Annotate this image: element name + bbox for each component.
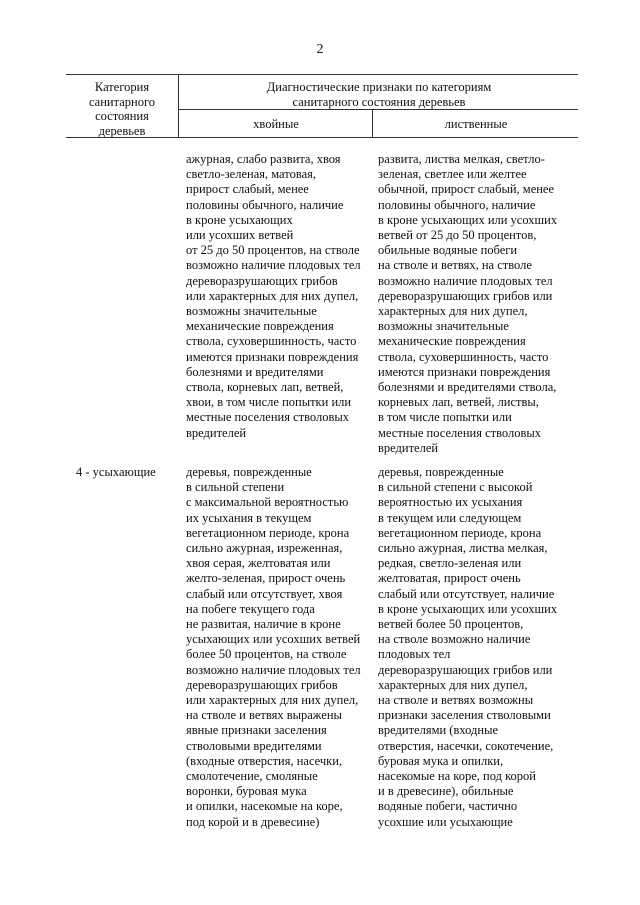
header-coniferous: хвойные (253, 117, 299, 131)
header-diagnostic: Диагностические признаки по категориям санитарного состояния деревьев (266, 80, 492, 109)
table-top-rule (66, 74, 578, 75)
table-header-mid-rule (178, 109, 578, 110)
row-coniferous-text: ажурная, слабо развита, хвоя светло-зеленая, матовая, прирост слабый, менее половины обычного, наличие в кроне усыхающих или усохших ветвей от 25 до 50 процентов, на стволе возможно наличие плодовых тел дереворазрушающих грибов или характерных для них дупел, возможны значительные механические повреждения ствола, суховершинность, часто имеются признаки повреждения болезнями и вредителями ствола, корневых лап, ветвей, хвои, в том числе попытки или местные поселения стволовых вредителей (186, 152, 361, 440)
row-category: 4 - усыхающие (76, 465, 156, 479)
row-deciduous-text: развита, листва мелкая, светло- зеленая, светлее или желтее обычной, прирост слабый, менее половины обычного, наличие в кроне усыхающих или усохших ветвей от 25 до 50 процентов, обильные водяные побеги на стволе и ветвях, на стволе возможно наличие плодовых тел дереворазрушающих грибов или характерных для них дупел, возможны значительные механические повреждения ствола, суховершинность, часто имеются признаки повреждения болезнями и вредителями ствола, корневых лап, ветвей, листвы, в том числе попытки или местные поселения стволовых вредителей (378, 152, 558, 455)
row-deciduous-text: деревья, поврежденные в сильной степени с высокой вероятностью их усыхания в текущем или следующем вегетационном периоде, крона сильно ажурная, листва мелкая, редкая, светло-зеленая или желтоватая, прирост очень слабый или отсутствует, наличие в кроне усыхающих или усохших ветвей более 50 процентов, на стволе возможно наличие плодовых тел дереворазрушающих грибов или характерных для них дупел, на стволе и ветвях возможны признаки заселения стволовыми вредителями (входные отверстия, насечки, сокотечение, буровая мука и опилки, насекомые на коре, под корой и в древесине), обильные водяные побеги, частично усохшие или усыхающие (378, 465, 558, 829)
row-coniferous-text: деревья, поврежденные в сильной степени с максимальной вероятностью их усыхания в текущем вегетационном периоде, крона сильно ажурная, изреженная, хвоя серая, желтоватая или желто-зеленая, прирост очень слабый или отсутствует, хвоя на побеге текущего года не развитая, наличие в кроне усыхающих или усохших ветвей более 50 процентов, на стволе возможно наличие плодовых тел дереворазрушающих грибов или характерных для них дупел, на стволе и ветвях выражены явные признаки заселения стволовыми вредителями (входные отверстия, насечки, смолотечение, смоляные воронки, буровая мука и опилки, насекомые на коре, под корой и в древесине) (186, 465, 361, 829)
table-subcolumn-divider (372, 109, 373, 138)
header-category: Категория санитарного состояния деревьев (88, 80, 156, 138)
table-column-divider (178, 74, 179, 138)
header-deciduous: лиственные (444, 117, 508, 131)
page-number: 2 (316, 42, 324, 57)
